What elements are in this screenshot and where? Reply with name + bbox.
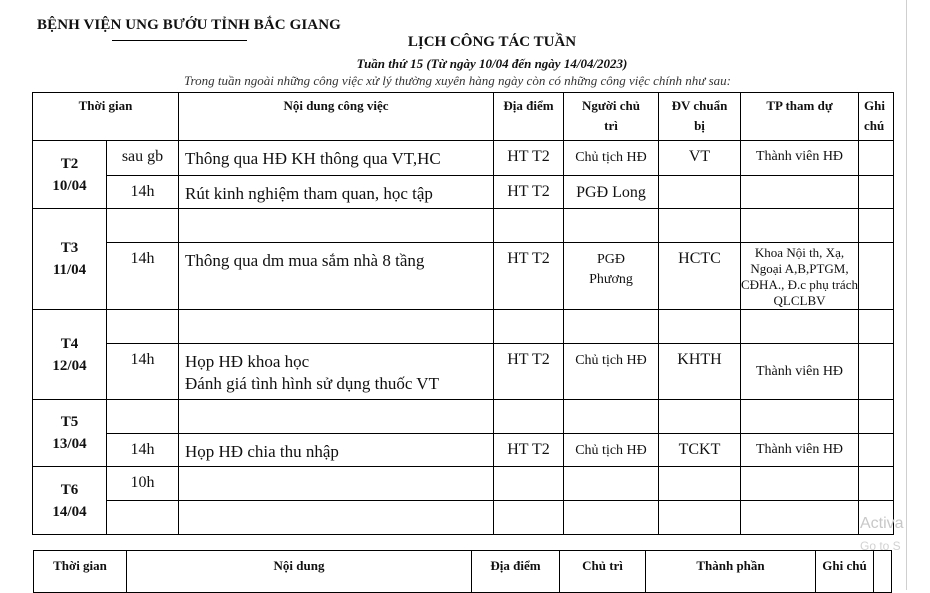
footer-header-place: Địa điểm	[472, 551, 560, 593]
table-row	[33, 344, 894, 400]
day-label: T4	[60, 335, 79, 352]
prep-cell	[659, 501, 741, 535]
attendees-cell	[741, 176, 859, 209]
attendees-cell	[741, 467, 859, 501]
note-cell	[859, 467, 894, 501]
note-cell	[859, 243, 894, 310]
place-cell	[494, 501, 564, 535]
content-cell: Rút kinh nghiệm tham quan, học tập	[179, 176, 494, 209]
chair-cell	[564, 310, 659, 344]
footer-header-note: Ghi chú	[816, 551, 874, 593]
footer-header-participants: Thành phần	[646, 551, 816, 593]
attendees-cell	[741, 501, 859, 535]
note-cell	[859, 310, 894, 344]
header-row	[33, 93, 894, 141]
prep-cell: KHTH	[659, 344, 741, 400]
content-cell	[179, 501, 494, 535]
time-cell: 14h	[107, 243, 179, 310]
day-cell	[33, 310, 107, 400]
day-label: T6	[60, 481, 79, 498]
note-cell	[859, 176, 894, 209]
chair-cell: PGĐ Long	[564, 176, 659, 209]
place-cell: HT T2	[494, 243, 564, 310]
schedule-title: LỊCH CÔNG TÁC TUẦN	[407, 34, 577, 50]
activation-watermark: Activa	[860, 515, 904, 532]
day-label: T3	[60, 240, 79, 256]
day-cell	[33, 467, 107, 535]
prep-cell: VT	[659, 141, 741, 176]
day-date: 11/04	[52, 262, 87, 278]
place-cell: HT T2	[494, 141, 564, 176]
prep-cell: HCTC	[659, 243, 741, 310]
activation-watermark-sub: Go to S	[860, 539, 901, 553]
time-cell: 14h	[107, 434, 179, 467]
day-cell	[33, 141, 107, 209]
content-line-2: Đánh giá tình hình sử dụng thuốc VT	[185, 374, 439, 393]
table-row	[33, 501, 894, 535]
chair-cell	[564, 501, 659, 535]
chair-cell: PGĐ Phương	[564, 243, 659, 310]
day-date: 13/04	[52, 436, 87, 452]
note-cell	[859, 400, 894, 434]
day-cell	[33, 400, 107, 467]
hospital-name: BỆNH VIỆN UNG BƯỚU TỈNH BẮC GIANG	[37, 17, 341, 33]
time-cell	[107, 310, 179, 344]
place-cell: HT T2	[494, 176, 564, 209]
day-label: T2	[60, 155, 79, 172]
attendees-cell: Thành viên HĐ	[741, 434, 859, 467]
attendees-cell: Khoa Nội th, Xạ, Ngoại A,B,PTGM, CĐHA., Đ.c phụ trách QLCLBV	[741, 243, 859, 310]
content-cell	[179, 400, 494, 434]
time-cell: 14h	[107, 344, 179, 400]
table-row	[33, 400, 894, 434]
table-row	[33, 141, 894, 176]
header-chair: Người chủ trì	[564, 93, 659, 141]
attendees-cell: Thành viên HĐ	[741, 141, 859, 176]
attendees-cell	[741, 400, 859, 434]
place-cell	[494, 467, 564, 501]
prep-cell: TCKT	[659, 434, 741, 467]
day-label: T5	[60, 414, 79, 430]
time-cell	[107, 400, 179, 434]
footer-table	[33, 550, 892, 593]
place-cell: HT T2	[494, 434, 564, 467]
table-row	[33, 176, 894, 209]
chair-cell: Chủ tịch HĐ	[564, 344, 659, 400]
day-cell	[33, 209, 107, 310]
prep-cell	[659, 176, 741, 209]
header-place: Địa điểm	[494, 93, 564, 141]
content-cell: Họp HĐ chia thu nhập	[179, 434, 494, 467]
chair-cell: Chủ tịch HĐ	[564, 141, 659, 176]
schedule-table	[32, 92, 894, 535]
table-row	[33, 209, 894, 243]
time-cell	[107, 209, 179, 243]
content-cell: Thông qua HĐ KH thông qua VT,HC	[179, 141, 494, 176]
time-cell: sau gb	[107, 141, 179, 176]
header-note: Ghi chú	[859, 93, 894, 141]
header-prep: ĐV chuẩn bị	[659, 93, 741, 141]
footer-header-spacer	[874, 551, 892, 593]
day-date: 10/04	[52, 177, 87, 194]
chair-cell	[564, 400, 659, 434]
time-cell: 14h	[107, 176, 179, 209]
place-cell: HT T2	[494, 344, 564, 400]
content-cell	[179, 344, 494, 400]
table-row	[33, 243, 894, 310]
day-date: 12/04	[52, 357, 87, 374]
footer-header-time: Thời gian	[34, 551, 127, 593]
footer-header-row	[34, 551, 892, 593]
table-row	[33, 434, 894, 467]
place-cell	[494, 209, 564, 243]
content-cell	[179, 209, 494, 243]
header-time: Thời gian	[33, 93, 179, 141]
note-cell	[859, 434, 894, 467]
chair-cell	[564, 209, 659, 243]
chair-cell: Chủ tịch HĐ	[564, 434, 659, 467]
attendees-cell	[741, 209, 859, 243]
time-cell: 10h	[107, 467, 179, 501]
content-cell	[179, 310, 494, 344]
prep-cell	[659, 209, 741, 243]
place-cell	[494, 310, 564, 344]
content-cell	[179, 467, 494, 501]
time-cell	[107, 501, 179, 535]
note-cell	[859, 209, 894, 243]
prep-cell	[659, 467, 741, 501]
table-row	[33, 310, 894, 344]
prep-cell	[659, 310, 741, 344]
table-row	[33, 467, 894, 501]
attendees-cell: Thành viên HĐ	[741, 344, 859, 400]
week-subtitle: Tuần thứ 15 (Từ ngày 10/04 đến ngày 14/04/2023)	[356, 56, 628, 71]
intro-note: Trong tuần ngoài những công việc xử lý thường xuyên hàng ngày còn có những công việc chính như sau:	[184, 73, 731, 88]
place-cell	[494, 400, 564, 434]
note-cell	[859, 344, 894, 400]
attendees-cell	[741, 310, 859, 344]
day-date: 14/04	[52, 503, 87, 520]
footer-header-content: Nội dung	[127, 551, 472, 593]
content-cell: Thông qua dm mua sắm nhà 8 tầng	[179, 243, 494, 310]
chair-cell	[564, 467, 659, 501]
header-attendees: TP tham dự	[741, 93, 859, 141]
prep-cell	[659, 400, 741, 434]
footer-header-chair: Chủ trì	[560, 551, 646, 593]
content-line-1: Họp HĐ khoa học	[185, 352, 310, 371]
note-cell	[859, 141, 894, 176]
header-content: Nội dung công việc	[179, 93, 494, 141]
